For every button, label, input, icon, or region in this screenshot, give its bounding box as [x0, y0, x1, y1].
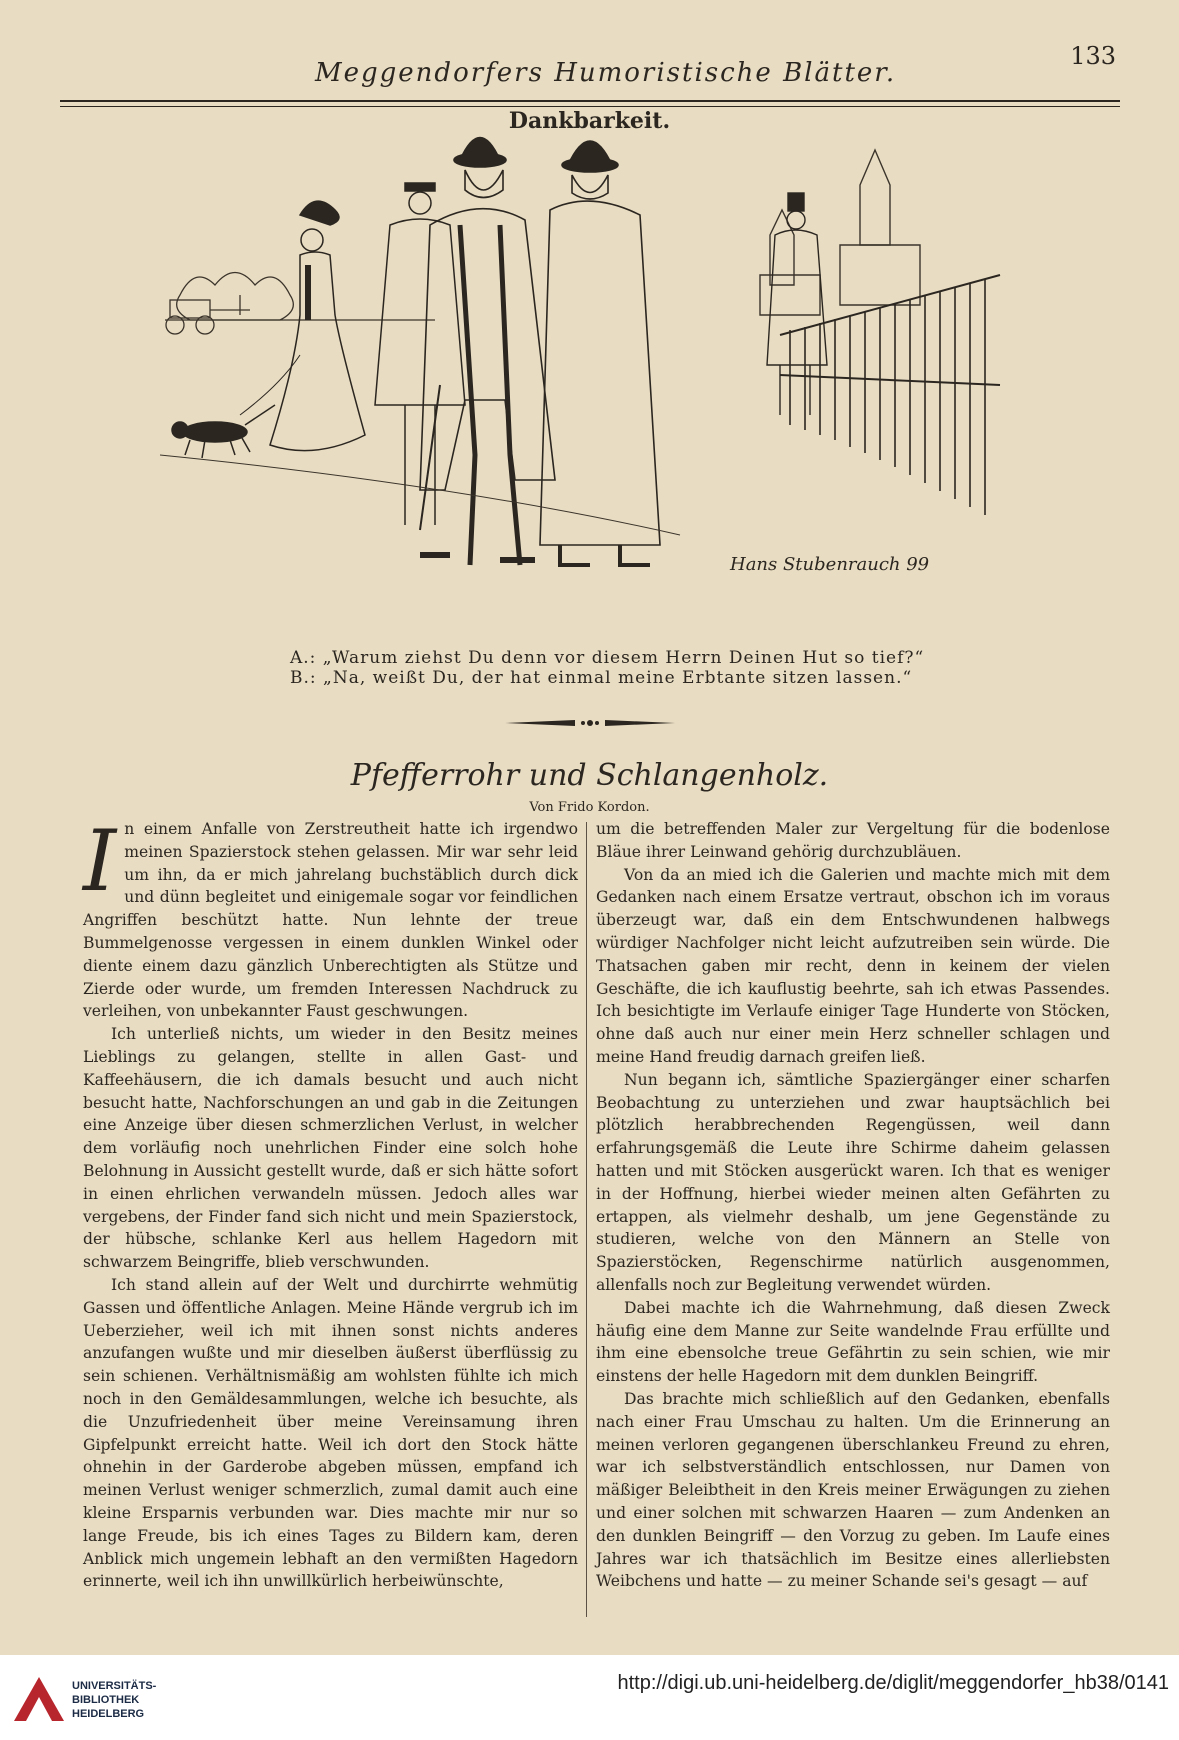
carriage-drawing: [166, 295, 250, 334]
caption-line-a: A.: „Warum ziehst Du denn vor diesem Herrn Deinen Hut so tief?“: [290, 648, 925, 668]
cartoon-illustration: [160, 125, 1020, 645]
drop-cap: I: [83, 812, 117, 910]
caption-line-b: B.: „Na, weißt Du, der hat einmal meine Erbtante sitzen lassen.“: [290, 668, 913, 688]
section-ornament: [505, 716, 675, 730]
artist-signature: Hans Stubenrauch 99: [730, 554, 930, 575]
fence-drawing: [780, 275, 1000, 515]
library-name-line: UNIVERSITÄTS-: [72, 1680, 157, 1692]
article-column-right: [596, 818, 1110, 1593]
paragraph: um die betreffenden Maler zur Vergeltung für die bodenlose Bläue ihrer Leinwand gehörig durchzubläuen.: [596, 820, 1110, 861]
cartoon-title: Dankbarkeit.: [508, 108, 671, 134]
article-byline: Von Frido Kordon.: [529, 800, 650, 815]
castle-drawing: [760, 150, 920, 315]
paragraph: Ich unterließ nichts, um wieder in den Besitz meines Lieblings zu gelangen, stellte in allen Gast- und Kaffeehäusern, die ich damals besucht und auch nicht besucht hatte, Nachforschungen an und gab in die Zeitungen eine Anzeige über diesen schmerzlichen Verlust, in welcher dem vorläufig noch unehrlichen Finder eine solch hohe Belohnung in Aussicht gestellt wurde, daß er sich hätte sofort in einen ehrlichen verwandeln müssen. Jedoch alles war vergebens, der Finder fand sich nicht und mein Spazierstock, der hübsche, schlanke Kerl aus hellem Hagedorn mit schwarzem Beingriffe, blieb verschwunden.: [83, 1025, 578, 1272]
paragraph: Nun begann ich, sämtliche Spaziergänger einer scharfen Beobachtung zu unterziehen und zwar hauptsächlich bei plötzlich herabbrechenden Regengüssen, weil dann erfahrungsgemäß die Leute ihre Schirme daheim gelassen hatten und mit Stöcken ausgerückt waren. Ich that es weniger in der Hoffnung, hierbei wieder meinen alten Gefährten zu ertappen, als vielmehr deshalb, um jene Gegenstände zu studieren, welche von den Männern an Stelle von Spazierstöcken, Regenschirme natürlich ausgenommen, allenfalls noch zur Begleitung verwendet würden.: [596, 1070, 1110, 1294]
library-name-line: HEIDELBERG: [72, 1708, 145, 1720]
paragraph-text: n einem Anfalle von Zerstreutheit hatte ich irgendwo meinen Spazierstock stehen gelassen. Mir war sehr leid um ihn, da er mich jahrelang buchstäblich durch dick und dünn begleitet und einigemale sogar vor feindlichen Angriffen beschützt hatte. Nun lehnte der treue Bummelgenosse vergessen in einem dunklen Winkel oder diente einem dazu gänzlich Unberechtigten als Stütze und Zierde oder wurde, um fremden Interessen Nachdruck zu verleihen, von unbekannter Faust geschwungen.: [83, 820, 578, 1021]
page-header: [60, 40, 1120, 100]
library-name-line: BIBLIOTHEK: [72, 1694, 140, 1706]
library-name: [72, 1679, 156, 1721]
article-title: Pfefferrohr und Schlangenholz.: [350, 758, 829, 793]
distant-man-drawing: [767, 193, 827, 415]
paragraph: Von da an mied ich die Galerien und machte mich mit dem Gedanken nach einem Ersatze vertraut, obschon ich im voraus überzeugt war, daß ein dem Entschwundenen halbwegs würdiger Nachfolger nicht leicht aufzutreiben sein würde. Die Thatsachen gaben mir recht, denn in keinem der vielen Geschäfte, die ich kauflustig beehrte, sah ich etwas Passendes. Ich besichtigte im Verlaufe einiger Tage Hunderte von Stöcken, ohne daß auch nur einer mein Herz schneller schlagen und meine Hand freudig darnach greifen ließ.: [596, 865, 1110, 1066]
header-rule: [60, 100, 1120, 102]
university-library-logo-icon: [12, 1675, 66, 1723]
woman-drawing: [270, 201, 365, 451]
page-number: 133: [1070, 42, 1116, 70]
viewer-footer: [0, 1655, 1179, 1740]
paragraph: [83, 812, 578, 1023]
article-column-left: [83, 812, 578, 1593]
column-divider: [586, 822, 587, 1617]
cartoon-caption: [290, 648, 924, 688]
gentleman-b-drawing: [540, 141, 660, 565]
paragraph: Das brachte mich schließlich auf den Gedanken, ebenfalls nach einer Frau Umschau zu halten. Um die Erinnerung an meinen verloren gegangenen überschlankeu Freund zu ehren, war ich selbstverständlich entschlossen, nur Damen von mäßiger Beleibtheit in den Kreis meiner Erwägungen zu ziehen und einer solchen mit schwarzen Haaren — zum Andenken an den dunklen Beingriff — den Vorzug zu geben. Im Laufe eines Jahres war ich thatsächlich im Besitze eines allerliebsten Weibchens und hatte — zu meiner Schande sei's gesagt — auf: [596, 1389, 1110, 1591]
header-rule-thin: [60, 106, 1120, 107]
permalink-url[interactable]: http://digi.ub.uni-heidelberg.de/diglit/meggendorfer_hb38/0141: [617, 1672, 1169, 1694]
journal-title: Meggendorfers Humoristische Blätter.: [315, 58, 897, 88]
paragraph: Ich stand allein auf der Welt und durchirrte wehmütig Gassen und öffentliche Anlagen. Meine Hände vergrub ich im Ueberzieher, weil ich mit ihnen sonst nichts anderes anzufangen wußte und mir dieselben äußerst überflüssig zu sein schienen. Verhältnismäßig am wohlsten fühlte ich mich noch in den Gemäldesammlungen, welche ich besuchte, als die Unzufriedenheit über meine Vereinsamung ihren Gipfelpunkt erreicht hatte. Weil ich dort den Stock hätte ohnehin in der Garderobe abgeben müssen, empfand ich meinen Verlust weniger schmerzlich, zumal damit auch eine kleine Ersparnis verbunden war. Dies machte mir nur so lange Freude, bis ich eines Tages zu Bildern kam, deren Anblick mich ungemein lebhaft an den vermißten Hagedorn erinnerte, weil ich ihn unwillkürlich herbeiwünschte,: [83, 1275, 578, 1591]
gentleman-a-drawing: [420, 138, 555, 566]
paragraph: Dabei machte ich die Wahrnehmung, daß diesen Zweck häufig eine dem Manne zur Seite wandelnde Frau erfüllte und ihm eine ebensolche treue Gefährtin zu sein schien, wie mir einstens der helle Hagedorn mit dem dunklen Beingriff.: [596, 1298, 1110, 1386]
